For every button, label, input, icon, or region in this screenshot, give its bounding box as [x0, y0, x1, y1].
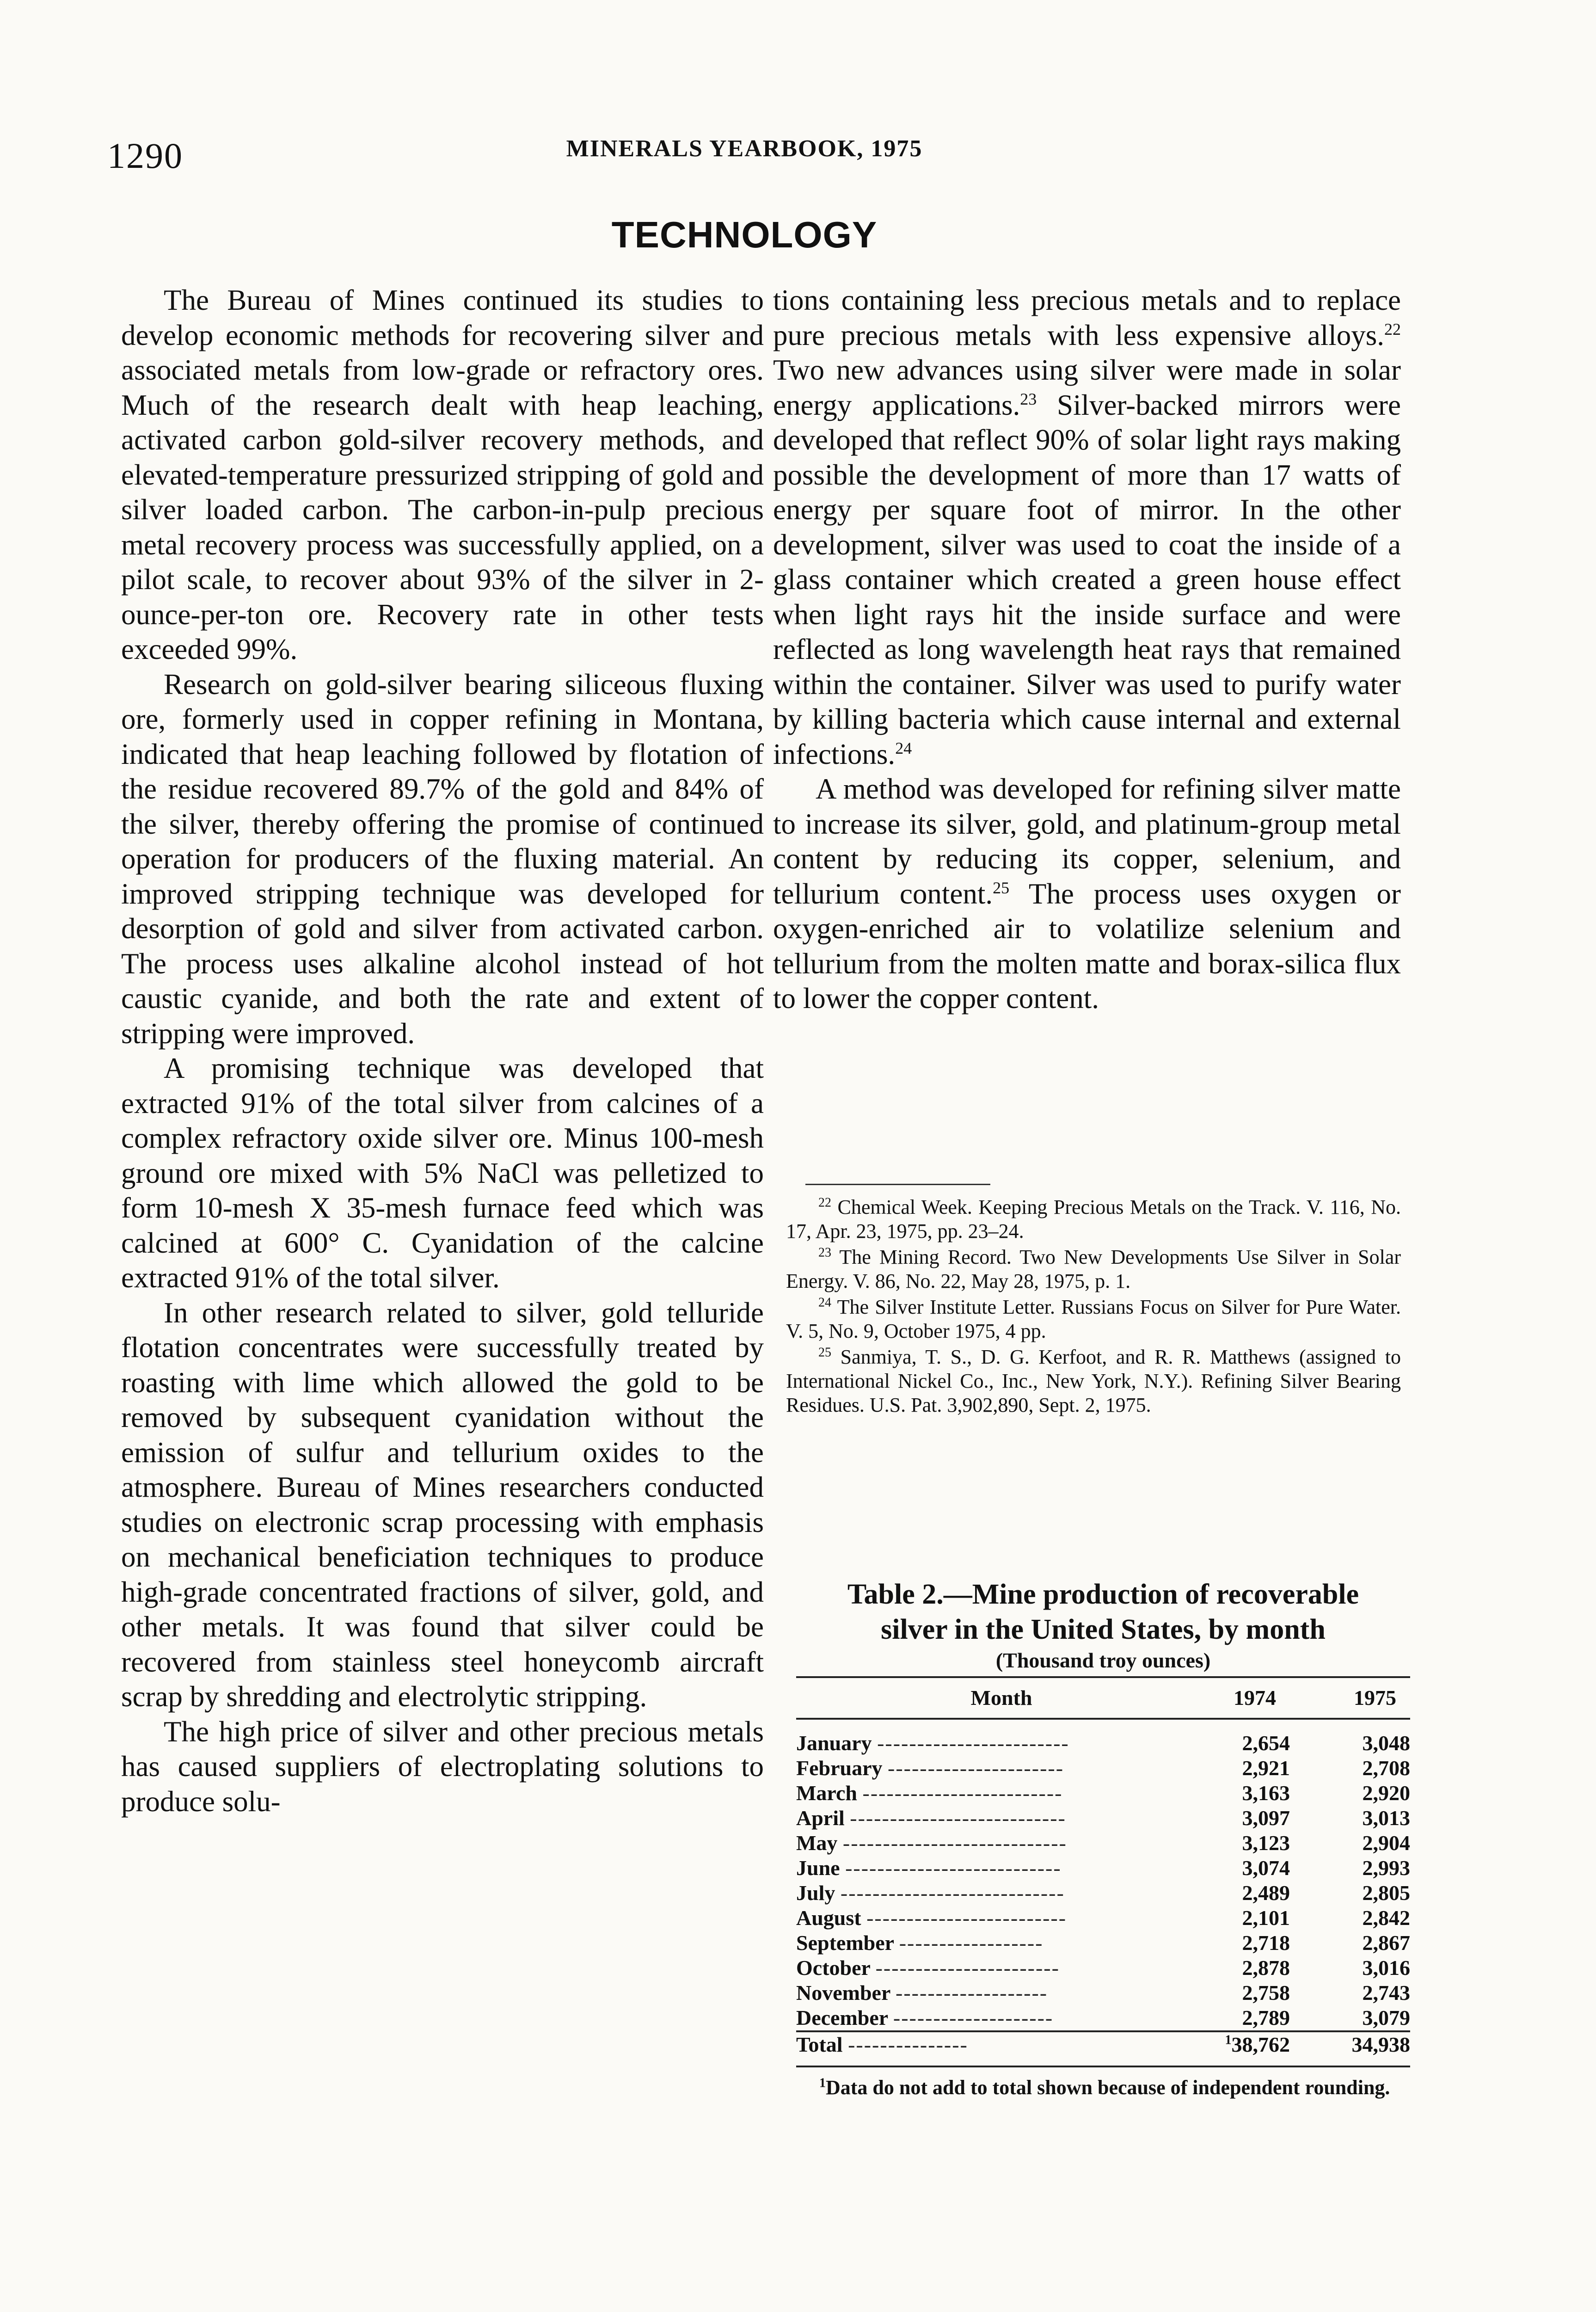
value-1975-cell: 2,805 — [1362, 1881, 1410, 1905]
footnote-ref[interactable]: 22 — [1384, 320, 1401, 338]
table-note-text: Data do not add to total shown because of independent rounding. — [826, 2076, 1390, 2099]
value-1975-cell: 2,842 — [1362, 1906, 1410, 1930]
paragraph — [773, 772, 1401, 1016]
table-row — [796, 1756, 1410, 1781]
value-1974-cell: 3,074 — [1242, 1856, 1290, 1880]
month-cell: November ------------------- — [796, 1981, 1048, 2005]
table-row — [796, 1881, 1410, 1906]
paragraph: The high price of silver and other precious metals has caused suppliers of electroplating solutions to produce solu- — [121, 1715, 764, 1818]
value-1974-cell: 3,123 — [1242, 1831, 1290, 1855]
column-header-month: Month — [796, 1677, 1170, 1719]
table-row — [796, 1806, 1410, 1831]
page-header — [0, 0, 1596, 255]
month-cell: July ---------------------------- — [796, 1881, 1065, 1905]
column-header-1974: 1974 — [1170, 1677, 1290, 1719]
value-1975-cell: 3,016 — [1362, 1956, 1410, 1980]
footnote — [786, 1345, 1401, 1417]
right-column — [773, 283, 1401, 1016]
paragraph: A promising technique was developed that extracted 91% of the total silver from calcines of a complex refractory oxide silver ore. Minus 100-mesh ground ore mixed with 5% NaCl was pelletized to form 10-mesh X 35-mesh furnace feed which was calcined at 600° C. Cyanidation of the calcine extracted 91% of the total silver. — [121, 1052, 764, 1294]
section-title: TECHNOLOGY — [611, 214, 878, 255]
month-cell: May ---------------------------- — [796, 1831, 1067, 1855]
month-cell: February ---------------------- — [796, 1756, 1064, 1780]
table-note-ref[interactable]: 1 — [1225, 2033, 1232, 2048]
page-number: 1290 — [107, 135, 183, 176]
month-cell: March ------------------------- — [796, 1781, 1063, 1805]
footnote-ref[interactable]: 24 — [895, 738, 912, 757]
total-label: Total --------------- — [796, 2031, 1170, 2066]
value-1974-cell: 2,654 — [1242, 1731, 1290, 1755]
month-cell: June --------------------------- — [796, 1856, 1062, 1880]
footnote-rule — [805, 1184, 990, 1185]
footnotes — [786, 1195, 1401, 1419]
value-1974-cell: 2,878 — [1242, 1956, 1290, 1980]
value-1974-cell: 2,789 — [1242, 2006, 1290, 2029]
value-1975-cell: 2,867 — [1362, 1931, 1410, 1955]
footnote — [786, 1245, 1401, 1293]
footnote-number: 22 — [818, 1195, 831, 1210]
column-header-1975: 1975 — [1290, 1677, 1410, 1719]
value-1974-cell: 2,921 — [1242, 1756, 1290, 1780]
table-title — [796, 1577, 1410, 1647]
paragraph: The Bureau of Mines continued its studies to develop economic methods for recovering silver and associated metals from low-grade or refractory ores. Much of the research dealt with heap leaching, activated carbon gold-silver recovery methods, and elevated-temperature pressurized stripping of gold and silver loaded carbon. The carbon-in-pulp precious metal recovery process was successfully applied, on a pilot scale, to recover about 93% of the silver in 2-ounce-per-ton ore. Recovery rate in other tests exceeded 99%. — [121, 284, 764, 665]
table-note — [796, 2076, 1410, 2100]
value-1974-cell: 3,163 — [1242, 1781, 1290, 1805]
footnote-number: 25 — [818, 1345, 831, 1360]
table-unit: (Thousand troy ounces) — [995, 1648, 1211, 1672]
text-span: tions containing less precious metals and to replace pure precious metals with less expensive alloys. — [773, 284, 1401, 351]
value-1975-cell: 2,920 — [1362, 1781, 1410, 1805]
table-row — [796, 1906, 1410, 1931]
paragraph — [773, 283, 1401, 772]
text-span: Silver-backed mirrors were developed that reflect 90% of solar light rays making possible the development of more than 17 watts of energy per square foot of mirror. In the other development, silver was used to coat the inside of a glass container which created a green house effect when light rays hit the inside surface and were reflected as long wavelength heat rays that remained within the container. Silver was used to purify water by killing bacteria which cause internal and external infections. — [773, 388, 1401, 770]
table-row — [796, 1955, 1410, 1980]
footnote — [786, 1195, 1401, 1243]
value-1975-cell: 2,743 — [1362, 1981, 1410, 2005]
month-cell: December -------------------- — [796, 2006, 1054, 2029]
paragraph: In other research related to silver, gold telluride flotation concentrates were successfully treated by roasting with lime which allowed the gold to be removed by subsequent cyanidation without the emission of sulfur and tellurium oxides to the atmosphere. Bureau of Mines researchers conducted studies on electronic scrap processing with emphasis on mechanical beneficiation techniques to produce high-grade concentrated fractions of silver, gold, and other metals. It was found that silver could be recovered from stainless steel honeycomb aircraft scrap by shredding and electrolytic stripping. — [121, 1296, 764, 1713]
month-cell: April --------------------------- — [796, 1806, 1066, 1830]
footnote-text: The Mining Record. Two New Developments Use Silver in Solar Energy. V. 86, No. 22, May 28, 1975, p. 1. — [786, 1246, 1401, 1292]
footnote-ref[interactable]: 23 — [1020, 389, 1037, 408]
value-1974-cell: 3,097 — [1242, 1806, 1290, 1830]
footnote — [786, 1295, 1401, 1343]
value-1974-cell: 2,101 — [1242, 1906, 1290, 1930]
table-row — [796, 1781, 1410, 1806]
footnote-text: The Silver Institute Letter. Russians Focus on Silver for Pure Water. V. 5, No. 9, October 1975, 4 pp. — [786, 1296, 1401, 1342]
table-row — [796, 1856, 1410, 1881]
month-cell: January ------------------------ — [796, 1731, 1069, 1755]
value-1974-cell: 2,489 — [1242, 1881, 1290, 1905]
month-cell: October ----------------------- — [796, 1956, 1060, 1980]
total-1975-cell: 34,938 — [1290, 2031, 1410, 2066]
production-table-block — [796, 1577, 1410, 2100]
footnote-text: Sanmiya, T. S., D. G. Kerfoot, and R. R. Matthews (assigned to International Nickel Co., Inc., New York, N.Y.). Refining Silver Bearing Residues. U.S. Pat. 3,902,890, Sept. 2, 1975. — [786, 1346, 1401, 1416]
footnote-number: 24 — [818, 1295, 831, 1310]
value-1974-cell: 2,718 — [1242, 1931, 1290, 1955]
value-1975-cell: 2,904 — [1362, 1831, 1410, 1855]
month-cell: August ------------------------- — [796, 1906, 1067, 1930]
left-column — [121, 283, 764, 1819]
table-note-mark: 1 — [819, 2076, 826, 2091]
footnote-text: Chemical Week. Keeping Precious Metals on the Track. V. 116, No. 17, Apr. 23, 1975, pp. 23–24. — [786, 1196, 1401, 1242]
total-1974-cell: $^1$38,762 — [1170, 2031, 1290, 2066]
table-row — [796, 1980, 1410, 2005]
text-span: A method was developed for refining silver matte to increase its silver, gold, and platinum-group metal content by reducing its copper, selenium, and tellurium content. — [773, 773, 1401, 910]
production-table — [796, 1676, 1410, 2067]
text-span: Two new advances using silver were made in solar energy applications. — [773, 354, 1401, 421]
footnote-ref[interactable]: 25 — [993, 878, 1010, 897]
value-1975-cell: 3,079 — [1362, 2006, 1410, 2029]
running-head: MINERALS YEARBOOK, 1975 — [566, 135, 923, 162]
text-span: The process uses oxygen or oxygen-enriched air to volatilize selenium and tellurium from the molten matte and borax-silica flux to lower the copper content. — [773, 877, 1401, 1015]
value-1975-cell: 2,708 — [1362, 1756, 1410, 1780]
paragraph: Research on gold-silver bearing siliceous fluxing ore, formerly used in copper refining in Montana, indicated that heap leaching followed by flotation of the residue recovered 89.7% of the gold and 84% of the silver, thereby offering the promise of continued operation for producers of the fluxing material. An improved stripping technique was developed for desorption of gold and silver from activated carbon. The process uses alkaline alcohol instead of hot caustic cyanide, and both the rate and extent of stripping were improved. — [121, 668, 764, 1050]
value-1975-cell: 3,048 — [1362, 1731, 1410, 1755]
value-1975-cell: 2,993 — [1362, 1856, 1410, 1880]
table-row — [796, 1831, 1410, 1856]
total-row — [796, 2031, 1410, 2066]
table-row — [796, 1719, 1410, 1756]
table-row — [796, 2005, 1410, 2031]
month-cell: September ------------------ — [796, 1931, 1044, 1955]
footnote-number: 23 — [818, 1245, 831, 1260]
table-title-line: silver in the United States, by month — [881, 1614, 1326, 1645]
value-1975-cell: 3,013 — [1362, 1806, 1410, 1830]
table-title-line: Table 2.—Mine production of recoverable — [847, 1579, 1359, 1610]
value-1974-cell: 2,758 — [1242, 1981, 1290, 2005]
table-row — [796, 1931, 1410, 1955]
table-header-row — [796, 1677, 1410, 1719]
